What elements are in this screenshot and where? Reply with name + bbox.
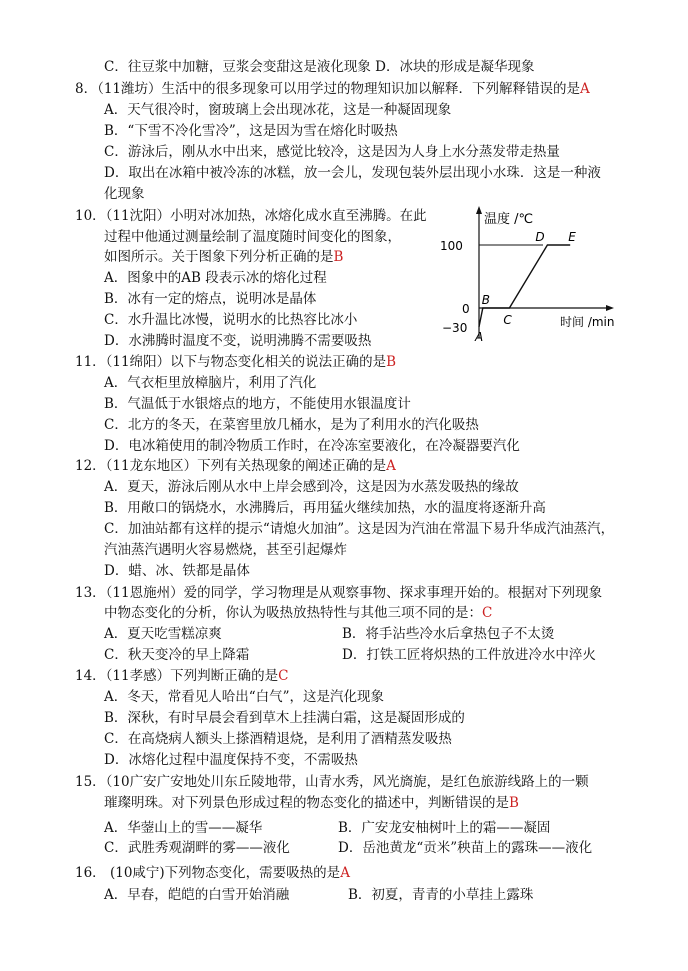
q12-option-c: C．加油站都有这样的提示“请熄火加油”。这是因为汽油在常温下易升华成汽油蒸汽，	[104, 521, 615, 537]
q10-option-a: A．图象中的AB 段表示冰的熔化过程	[104, 270, 327, 286]
x-axis-label: 时间 /min	[560, 315, 615, 329]
point-label-d: D	[535, 230, 545, 244]
q13-option-d: D．打铁工匠将炽热的工件放进冷水中淬火	[342, 647, 596, 663]
q12-option-d: D．蜡、冰、铁都是晶体	[104, 563, 250, 579]
q16-stem: 16． (10咸宁)下列物态变化，需要吸热的是A	[75, 865, 350, 881]
temperature-curve	[479, 245, 570, 327]
temperature-time-graph	[436, 202, 636, 342]
q8-option-d-cont: 化现象	[104, 186, 145, 202]
point-label-a: A	[475, 329, 484, 342]
line-prev-option-cd: C．往豆浆中加糖，豆浆会变甜这是液化现象 D．冰块的形成是凝华现象	[104, 59, 535, 75]
q11-option-a: A．气衣柜里放樟脑片，利用了汽化	[104, 375, 317, 391]
point-label-c: C	[503, 313, 512, 327]
q13-stem-2: 中物态变化的分析，你认为吸热放热特性与其他三项不同的是：C	[104, 605, 493, 621]
q10-stem-2: 过程中他通过测量绘制了温度随时间变化的图象，	[104, 229, 401, 245]
q12-option-b: B．用敞口的锅烧水，水沸腾后，再用猛火继续加热，水的温度将逐渐升高	[104, 500, 546, 516]
q14-answer: C	[278, 668, 289, 684]
q8-option-d: D．取出在冰箱中被冷冻的冰糕，放一会儿，发现包装外层出现小水珠．这是一种液	[104, 165, 601, 181]
q11-stem: 11．（11绵阳）以下与物态变化相关的说法正确的是B	[75, 354, 397, 370]
q10-stem-1: 10．（11沈阳）小明对冰加热，冰熔化成水直至沸腾。在此	[75, 208, 427, 224]
q16-option-a: A．早春，皑皑的白雪开始消融	[104, 887, 290, 903]
q11-answer: B	[386, 354, 397, 370]
q16-answer: A	[340, 865, 350, 881]
q10-option-b: B．冰有一定的熔点，说明冰是晶体	[104, 291, 317, 307]
q10-option-d: D．水沸腾时温度不变，说明沸腾不需要吸热	[104, 333, 372, 349]
q10-answer: B	[333, 249, 344, 265]
tick-0: 0	[462, 302, 470, 316]
q8-option-a: A．天气很冷时，窗玻璃上会出现冰花，这是一种凝固现象	[104, 102, 452, 118]
q10-stem-3: 如图所示。关于图象下列分析正确的是B	[104, 249, 344, 265]
q15-stem-2: 璀璨明珠。对下列景色形成过程的物态变化的描述中，判断错误的是B	[104, 795, 519, 811]
q15-stem-1: 15．（10广安广安地处川东丘陵地带，山青水秀，风光旖旎，是红色旅游线路上的一颗	[75, 774, 589, 790]
q16-option-b: B．初夏，青青的小草挂上露珠	[348, 887, 534, 903]
x-axis-arrow	[606, 305, 614, 311]
q13-answer: C	[482, 605, 493, 621]
tick-100: 100	[440, 239, 463, 253]
q12-option-a: A．夏天，游泳后刚从水中上岸会感到冷，这是因为水蒸发吸热的缘故	[104, 479, 519, 495]
q12-answer: A	[386, 458, 396, 474]
q13-stem-1: 13．（11恩施州）爱的同学，学习物理是从观察事物、探求事理开始的。根据对下列现象	[75, 585, 603, 601]
y-axis-arrow	[476, 206, 482, 214]
q14-option-a: A．冬天，常看见人哈出“白气”，这是汽化现象	[104, 689, 385, 705]
tick-minus-30: −30	[442, 321, 468, 335]
q10-option-c: C．水升温比冰慢，说明水的比热容比冰小	[104, 312, 358, 328]
q13-option-b: B．将手沾些冷水后拿热包子不太烫	[342, 626, 555, 642]
y-axis-label: 温度 /℃	[484, 212, 534, 227]
q8-stem: 8．（11潍坊）生活中的很多现象可以用学过的物理知识加以解释．下列解释错误的是A	[75, 81, 590, 97]
point-label-b: B	[481, 293, 491, 307]
q15-option-b: B．广安龙安柚树叶上的霜——凝固	[338, 820, 551, 836]
q8-answer: A	[580, 81, 590, 97]
q14-option-c: C．在高烧病人额头上搽酒精退烧，是利用了酒精蒸发吸热	[104, 731, 452, 747]
q14-option-d: D．冰熔化过程中温度保持不变，不需吸热	[104, 752, 358, 768]
q13-option-c: C．秋天变冷的早上降霜	[104, 647, 250, 663]
q15-option-c: C．武胜秀观湖畔的雾——液化	[104, 840, 290, 856]
q12-option-c-cont: 汽油蒸汽遇明火容易燃烧，甚至引起爆炸	[104, 542, 347, 558]
q13-option-a: A．夏天吃雪糕凉爽	[104, 626, 222, 642]
q14-stem: 14．（11孝感）下列判断正确的是C	[75, 668, 289, 684]
q15-option-a: A．华蓥山上的雪——凝华	[104, 820, 263, 836]
q8-option-b: B．“下雪不冷化雪冷”，这是因为雪在熔化时吸热	[104, 123, 398, 139]
q15-option-d: D．岳池黄龙“贡米”秧苗上的露珠——液化	[338, 840, 593, 856]
point-label-e: E	[568, 230, 576, 244]
q14-option-b: B．深秋，有时早晨会看到草木上挂满白霜，这是凝固形成的	[104, 710, 465, 726]
q12-stem: 12．（11龙东地区）下列有关热现象的阐述正确的是A	[75, 458, 396, 474]
q8-option-c: C．游泳后，刚从水中出来，感觉比较冷，这是因为人身上水分蒸发带走热量	[104, 144, 560, 160]
q11-option-b: B．气温低于水银熔点的地方，不能使用水银温度计	[104, 396, 411, 412]
q15-answer: B	[509, 795, 519, 811]
q11-option-c: C．北方的冬天，在菜窖里放几桶水，是为了利用水的汽化吸热	[104, 417, 479, 433]
q11-option-d: D．电冰箱使用的制冷物质工作时，在冷冻室要液化，在冷凝器要汽化	[104, 438, 520, 454]
